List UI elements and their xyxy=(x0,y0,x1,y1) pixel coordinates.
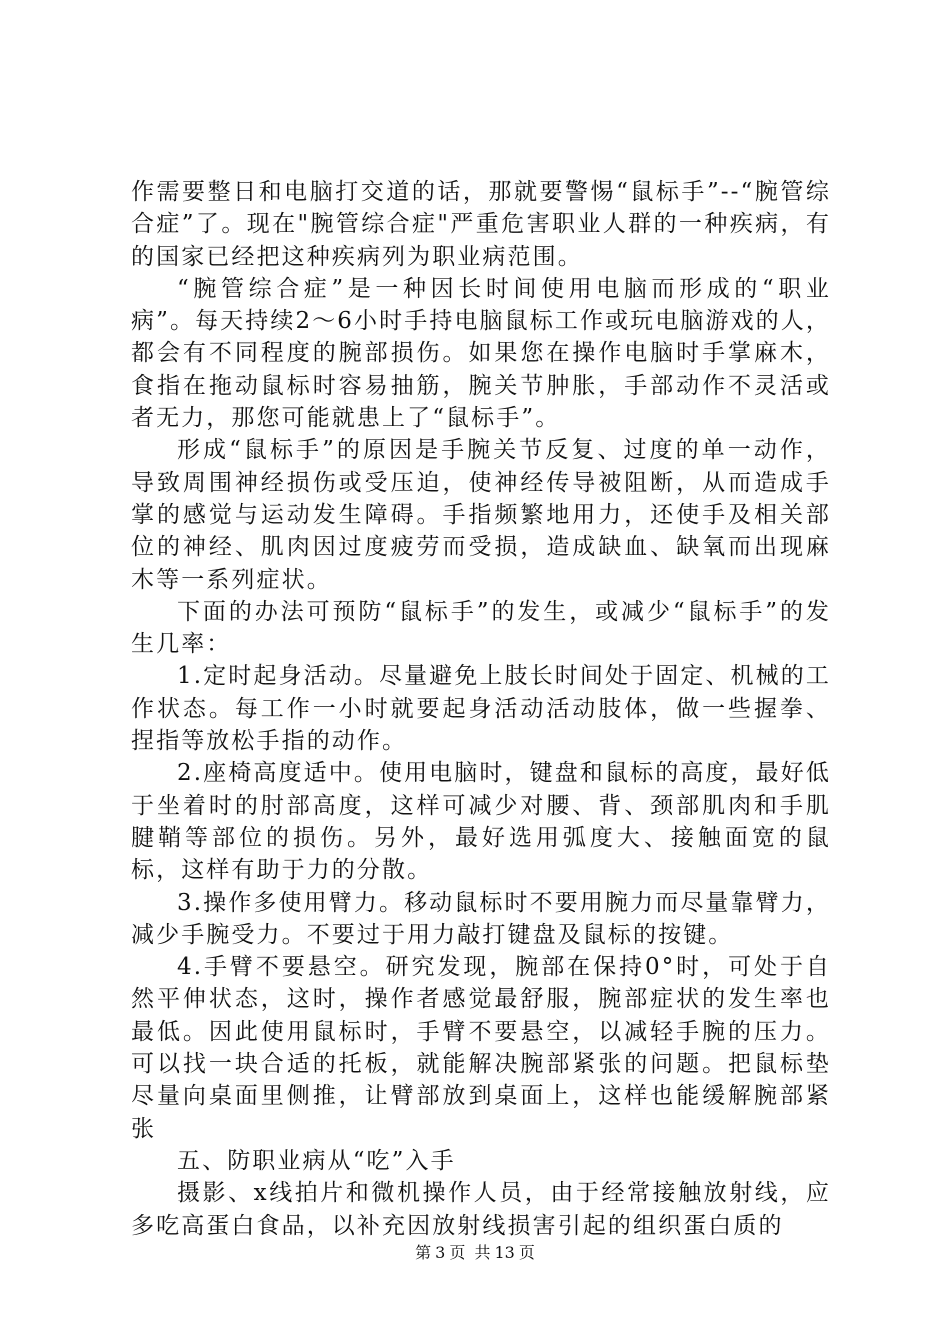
list-item-1: 1.定时起身活动。尽量避免上肢长时间处于固定、机械的工作状态。每工作一小时就要起身活动活动肢体，做一些握拳、捏指等放松手指的动作。 xyxy=(131,663,831,755)
document-body xyxy=(131,176,831,1242)
current-page-number: 3 xyxy=(435,1243,446,1262)
list-item-2: 2.座椅高度适中。使用电脑时，键盘和鼠标的高度，最好低于坐着时的肘部高度，这样可减少对腰、背、颈部肌肉和手肌腱鞘等部位的损伤。另外，最好选用弧度大、接触面宽的鼠标，这样有助于力的分散。 xyxy=(131,760,831,884)
paragraph-diet: 摄影、x线拍片和微机操作人员，由于经常接触放射线，应多吃高蛋白食品，以补充因放射线损害引起的组织蛋白质的 xyxy=(131,1180,831,1239)
paragraph-carpal-tunnel-definition: “腕管综合症”是一种因长时间使用电脑而形成的“职业病”。每天持续2～6小时手持电脑鼠标工作或玩电脑游戏的人，都会有不同程度的腕部损伤。如果您在操作电脑时手掌麻木，食指在拖动鼠标时容易抽筋，腕关节肿胀，手部动作不灵活或者无力，那您可能就患上了“鼠标手”。 xyxy=(131,275,831,432)
page-label-prefix: 第 xyxy=(415,1243,432,1262)
page-footer xyxy=(0,1242,950,1264)
list-item-4: 4.手臂不要悬空。研究发现，腕部在保持0°时，可处于自然平伸状态，这时，操作者感觉最舒服，腕部症状的发生率也最低。因此使用鼠标时，手臂不要悬空，以减轻手腕的压力。可以找一块合适的托板，就能解决腕部紧张的问题。把鼠标垫尽量向桌面里侧推，让臂部放到桌面上，这样也能缓解腕部紧张 xyxy=(131,954,831,1142)
section-heading-5: 五、防职业病从“吃”入手 xyxy=(177,1147,456,1174)
total-label-suffix: 页 xyxy=(518,1243,535,1262)
total-label-prefix: 共 xyxy=(474,1243,491,1262)
paragraph-prevention-intro: 下面的办法可预防“鼠标手”的发生，或减少“鼠标手”的发生几率： xyxy=(131,598,831,658)
total-pages-number: 13 xyxy=(494,1243,515,1262)
list-item-3: 3.操作多使用臂力。移动鼠标时不要用腕力而尽量靠臂力，减少手腕受力。不要过于用力敲打键盘及鼠标的按键。 xyxy=(131,889,831,948)
paragraph-continuation: 作需要整日和电脑打交道的话，那就要警惕“鼠标手”--“腕管综合症”了。现在"腕管综合症"严重危害职业人群的一种疾病，有的国家已经把这种疾病列为职业病范围。 xyxy=(131,179,831,270)
paragraph-cause: 形成“鼠标手”的原因是手腕关节反复、过度的单一动作，导致周围神经损伤或受压迫，使神经传导被阻断，从而造成手掌的感觉与运动发生障碍。手指频繁地用力，还使手及相关部位的神经、肌肉因过度疲劳而受损，造成缺血、缺氧而出现麻木等一系列症状。 xyxy=(131,437,831,593)
page-label-suffix: 页 xyxy=(449,1243,466,1262)
